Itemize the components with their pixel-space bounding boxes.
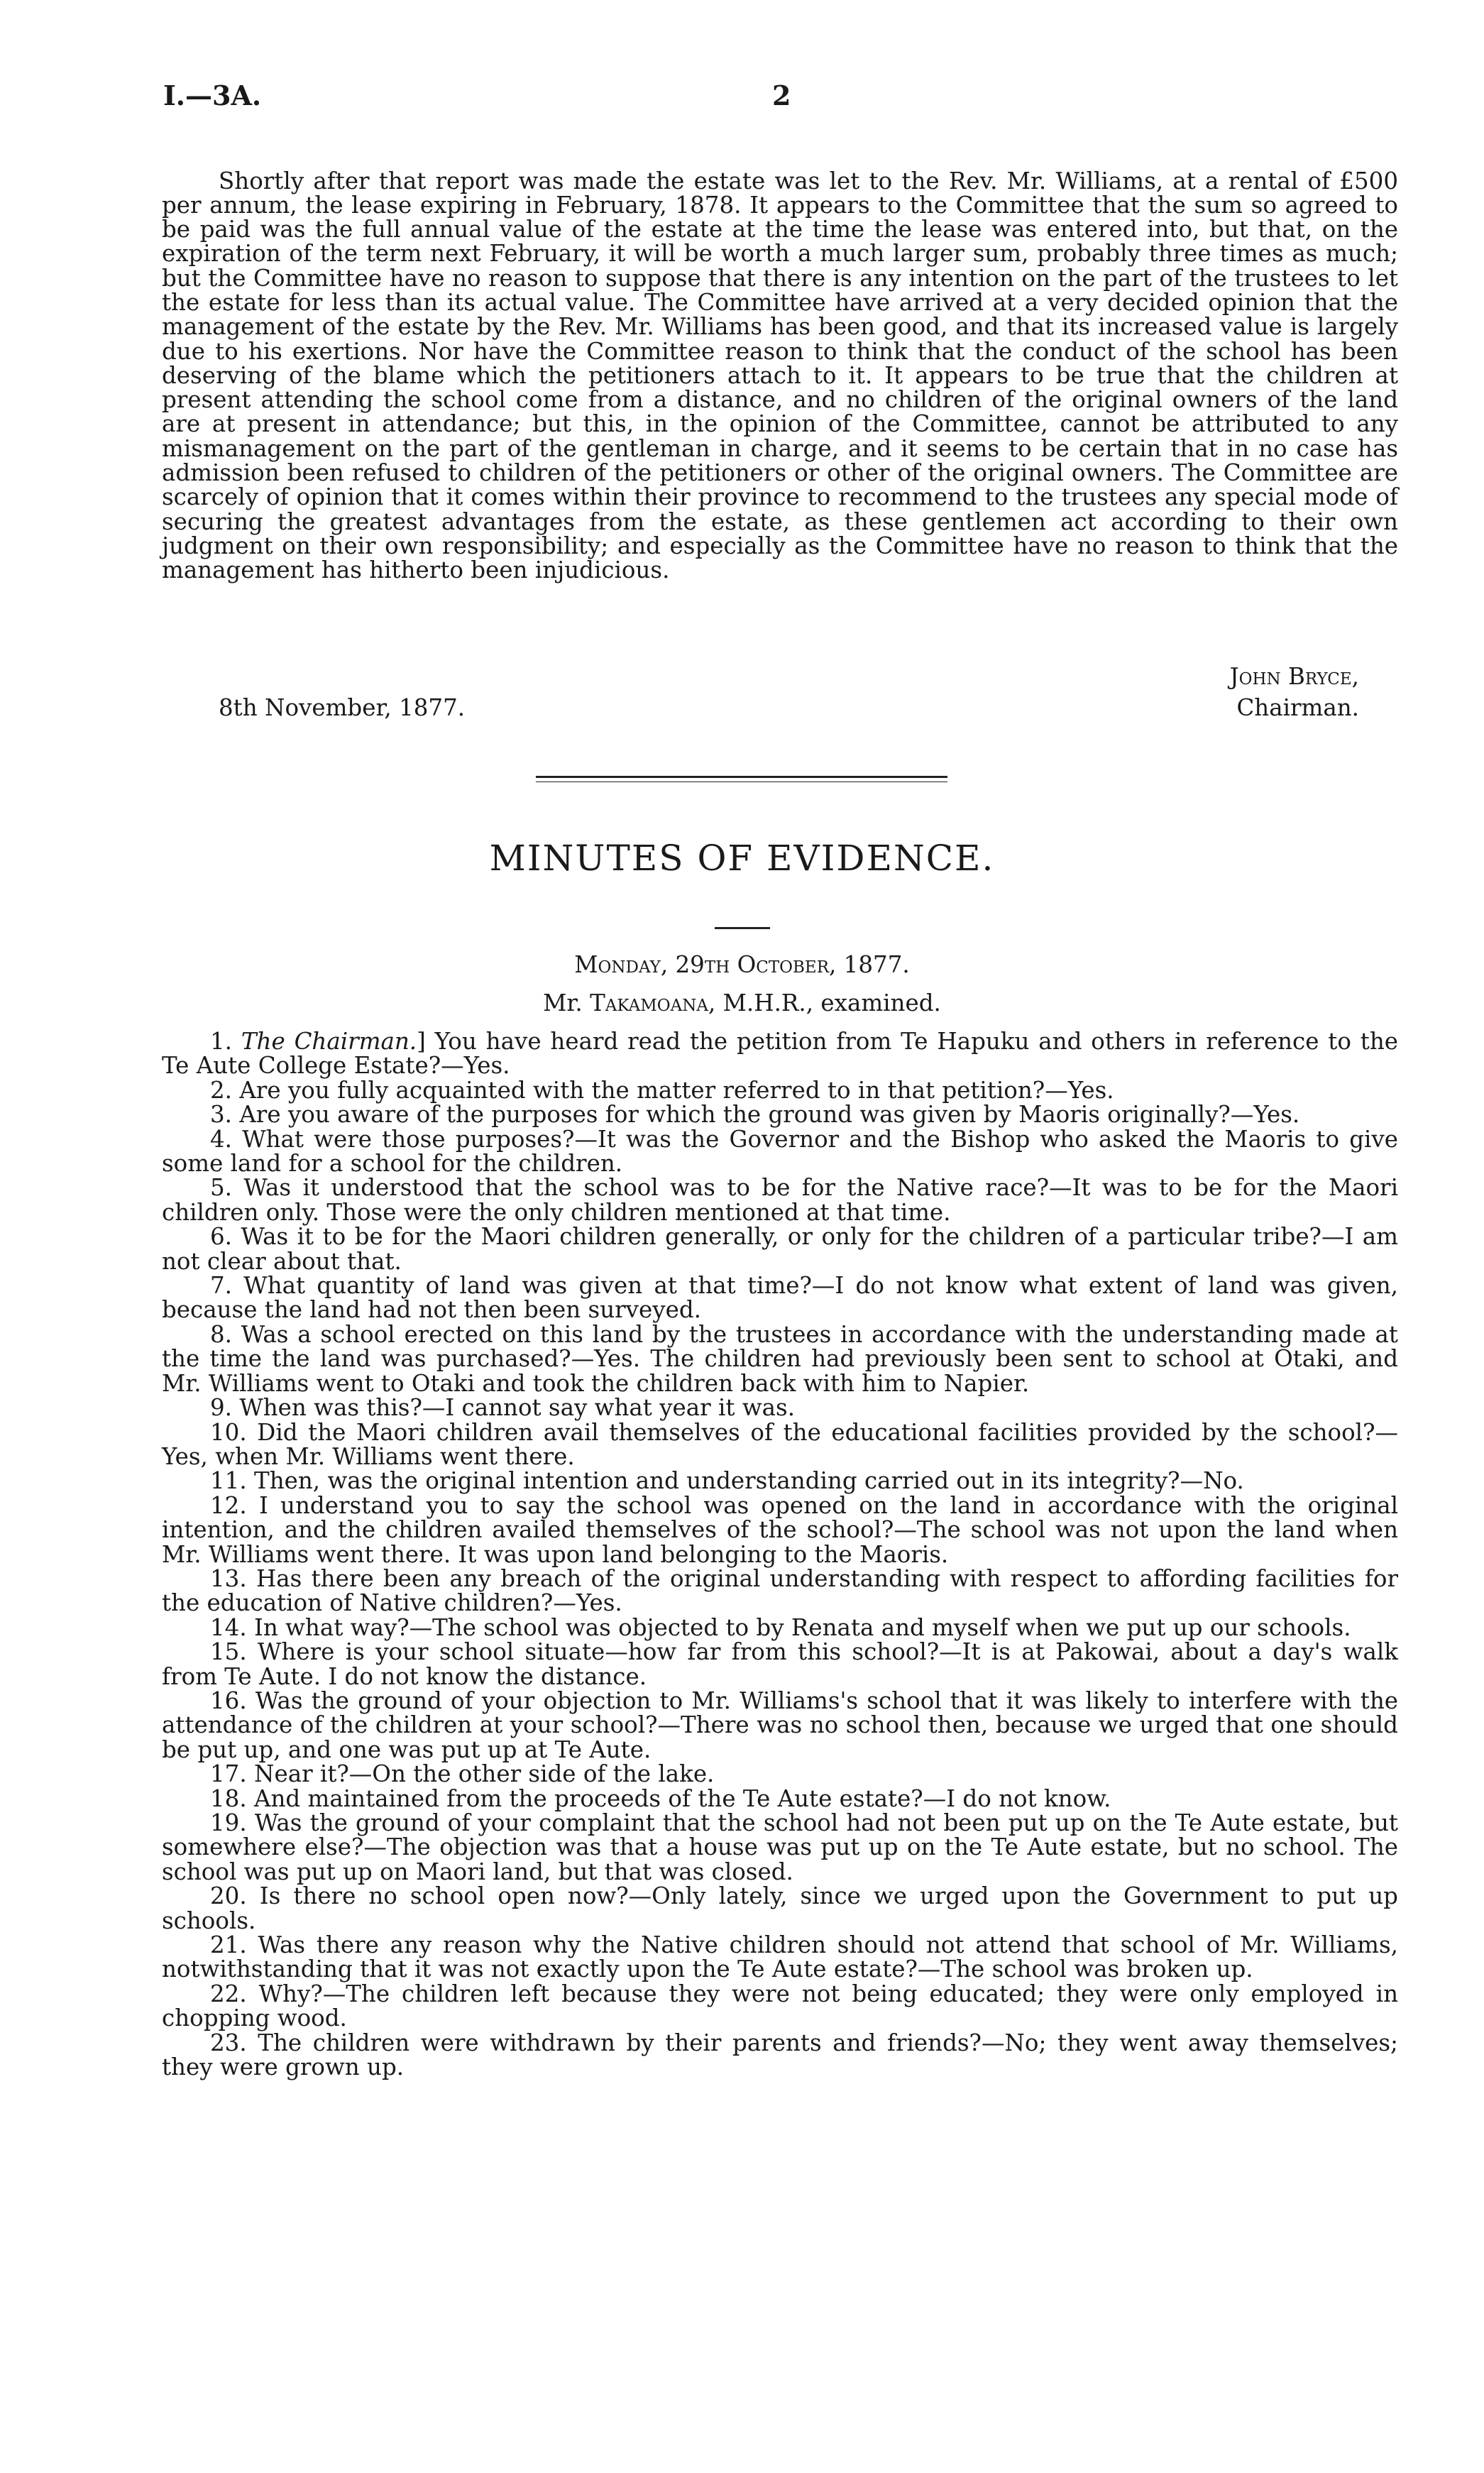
- witness-prefix: Mr.: [543, 989, 583, 1016]
- evidence-item: 22. Why?—The children left because they were not being educated; they were only employed in chopping wood.: [162, 1980, 1398, 2032]
- report-signature-block: [162, 663, 1398, 727]
- evidence-item: 5. Was it understood that the school was to be for the Native race?—It was to be for the Maori children only. Those were the only children mentioned at that time.: [162, 1174, 1398, 1226]
- evidence-item: 14. In what way?—The school was objected to by Renata and myself when we put up our schools.: [210, 1613, 1351, 1641]
- evidence-item: 17. Near it?—On the other side of the lake.: [210, 1760, 715, 1788]
- evidence-item: 20. Is there no school open now?—Only lately, since we urged upon the Government to put up schools.: [162, 1882, 1398, 1934]
- evidence-item: 23. The children were withdrawn by their parents and friends?—No; they went away themselves; they were grown up.: [162, 2029, 1398, 2081]
- evidence-item: 3. Are you aware of the purposes for which the ground was given by Maoris originally?—Yes.: [210, 1101, 1300, 1129]
- evidence-item: 8. Was a school erected on this land by the trustees in accordance with the understanding made at the time the land was purchased?—Yes. The children had previously been sent to school at Otaki, and Mr. Williams went to Otaki and took the children back with him to Napier.: [162, 1320, 1398, 1397]
- witness-suffix: , M.H.R., examined.: [708, 989, 941, 1016]
- evidence-item: 4. What were those purposes?—It was the Governor and the Bishop who asked the Maoris to give some land for a school for the children.: [162, 1125, 1398, 1178]
- evidence-item: 7. What quantity of land was given at that time?—I do not know what extent of land was given, because the land had not then been surveyed.: [162, 1272, 1398, 1324]
- section-title: MINUTES OF EVIDENCE.: [489, 838, 995, 879]
- signatory-name: John Bryce,: [1229, 663, 1359, 690]
- report-date: 8th November, 1877.: [219, 694, 466, 721]
- witness-name: Takamoana: [590, 989, 708, 1016]
- document-reference: I.—3A.: [163, 79, 262, 111]
- evidence-item: 2. Are you fully acquainted with the matter referred to in that petition?—Yes.: [210, 1076, 1114, 1104]
- evidence-item: 13. Has there been any breach of the original understanding with respect to affording facilities for the education of Native children?—Yes.: [162, 1564, 1398, 1617]
- evidence-item: 6. Was it to be for the Maori children generally, or only for the children of a particular tribe?—I am not clear about that.: [162, 1223, 1398, 1275]
- evidence-item: 9. When was this?—I cannot say what year it was.: [210, 1394, 796, 1422]
- signatory-role: Chairman.: [1236, 694, 1359, 721]
- evidence-item: 18. And maintained from the proceeds of the Te Aute estate?—I do not know.: [210, 1784, 1111, 1812]
- evidence-item: 16. Was the ground of your objection to Mr. Williams's school that it was likely to interfere with the attendance of the children at your school?—There was no school then, because we urged that one should be put up, and one was put up at Te Aute.: [162, 1687, 1398, 1763]
- report-paragraph: Shortly after that report was made the estate was let to the Rev. Mr. Williams, at a rental of £500 per annum, the lease expiring in February, 1878. It appears to the Committee that the sum so agreed to be paid was the full annual value of the estate at the time the lease was entered into, but that, on the expiration of the term next February, it will be worth a much larger sum, probably three times as much; but the Committee have no reason to suppose that there is any intention on the part of the trustees to let the estate for less than its actual value. The Committee have arrived at a very decided opinion that the management of the estate by the Rev. Mr. Williams has been good, and that its increased value is largely due to his exertions. Nor have the Committee reason to think that the conduct of the school has been deserving of the blame which the petitioners attach to it. It appears to be true that the children at present attending the school come from a distance, and no children of the original owners of the land are at present in attendance; but this, in the opinion of the Committee, cannot be attributed to any mismanagement on the part of the gentleman in charge, and it seems to be certain that in no case has admission been refused to children of the petitioners or other of the original owners. The Committee are scarcely of opinion that it comes within their province to recommend to the trustees any special mode of securing the greatest advantages from the estate, as these gentlemen act according to their own judgment on their own responsibility; and especially as the Committee have no reason to think that the management has hitherto been injudicious.: [162, 167, 1398, 584]
- evidence-text: ] You have heard read the petition from Te Hapuku and others in reference to the Te Aute College Estate?—Yes.: [162, 1028, 1399, 1080]
- title-underline: [715, 927, 770, 929]
- evidence-list: [162, 1029, 1398, 2079]
- evidence-item: 11. Then, was the original intention and understanding carried out in its integrity?—No.: [210, 1467, 1244, 1495]
- witness-line: [0, 989, 1484, 1016]
- page-header: [163, 79, 1398, 122]
- evidence-item: 10. Did the Maori children avail themselves of the educational facilities provided by the school?—Yes, when Mr. Williams went there.: [162, 1418, 1398, 1470]
- evidence-item: 12. I understand you to say the school was opened on the land in accordance with the original intention, and the children availed themselves of the school?—The school was not upon the land when Mr. Williams went there. It was upon land belonging to the Maoris.: [162, 1491, 1398, 1568]
- session-date: Monday, 29th October, 1877.: [574, 951, 910, 978]
- evidence-item: 21. Was there any reason why the Native children should not attend that school of Mr. Williams, notwithstanding that it was not exactly upon the Te Aute estate?—The school was broken up.: [162, 1931, 1398, 1983]
- page-number: 2: [772, 79, 791, 111]
- section-divider-thick: [536, 776, 947, 778]
- evidence-item: 19. Was the ground of your complaint that the school had not been put up on the Te Aute estate, but somewhere else?—The objection was that a house was put up on the Te Aute estate, but no school. The school was put up on Maori land, but that was closed.: [162, 1809, 1398, 1885]
- evidence-item: 15. Where is your school situate—how far from this school?—It is at Pakowai, about a day's walk from Te Aute. I do not know the distance.: [162, 1638, 1398, 1690]
- evidence-item: 1. The Chairman.] You have heard read the petition from Te Hapuku and others in reference to the Te Aute College Estate?—Yes.: [162, 1028, 1399, 1080]
- speaker-label: The Chairman.: [241, 1028, 417, 1055]
